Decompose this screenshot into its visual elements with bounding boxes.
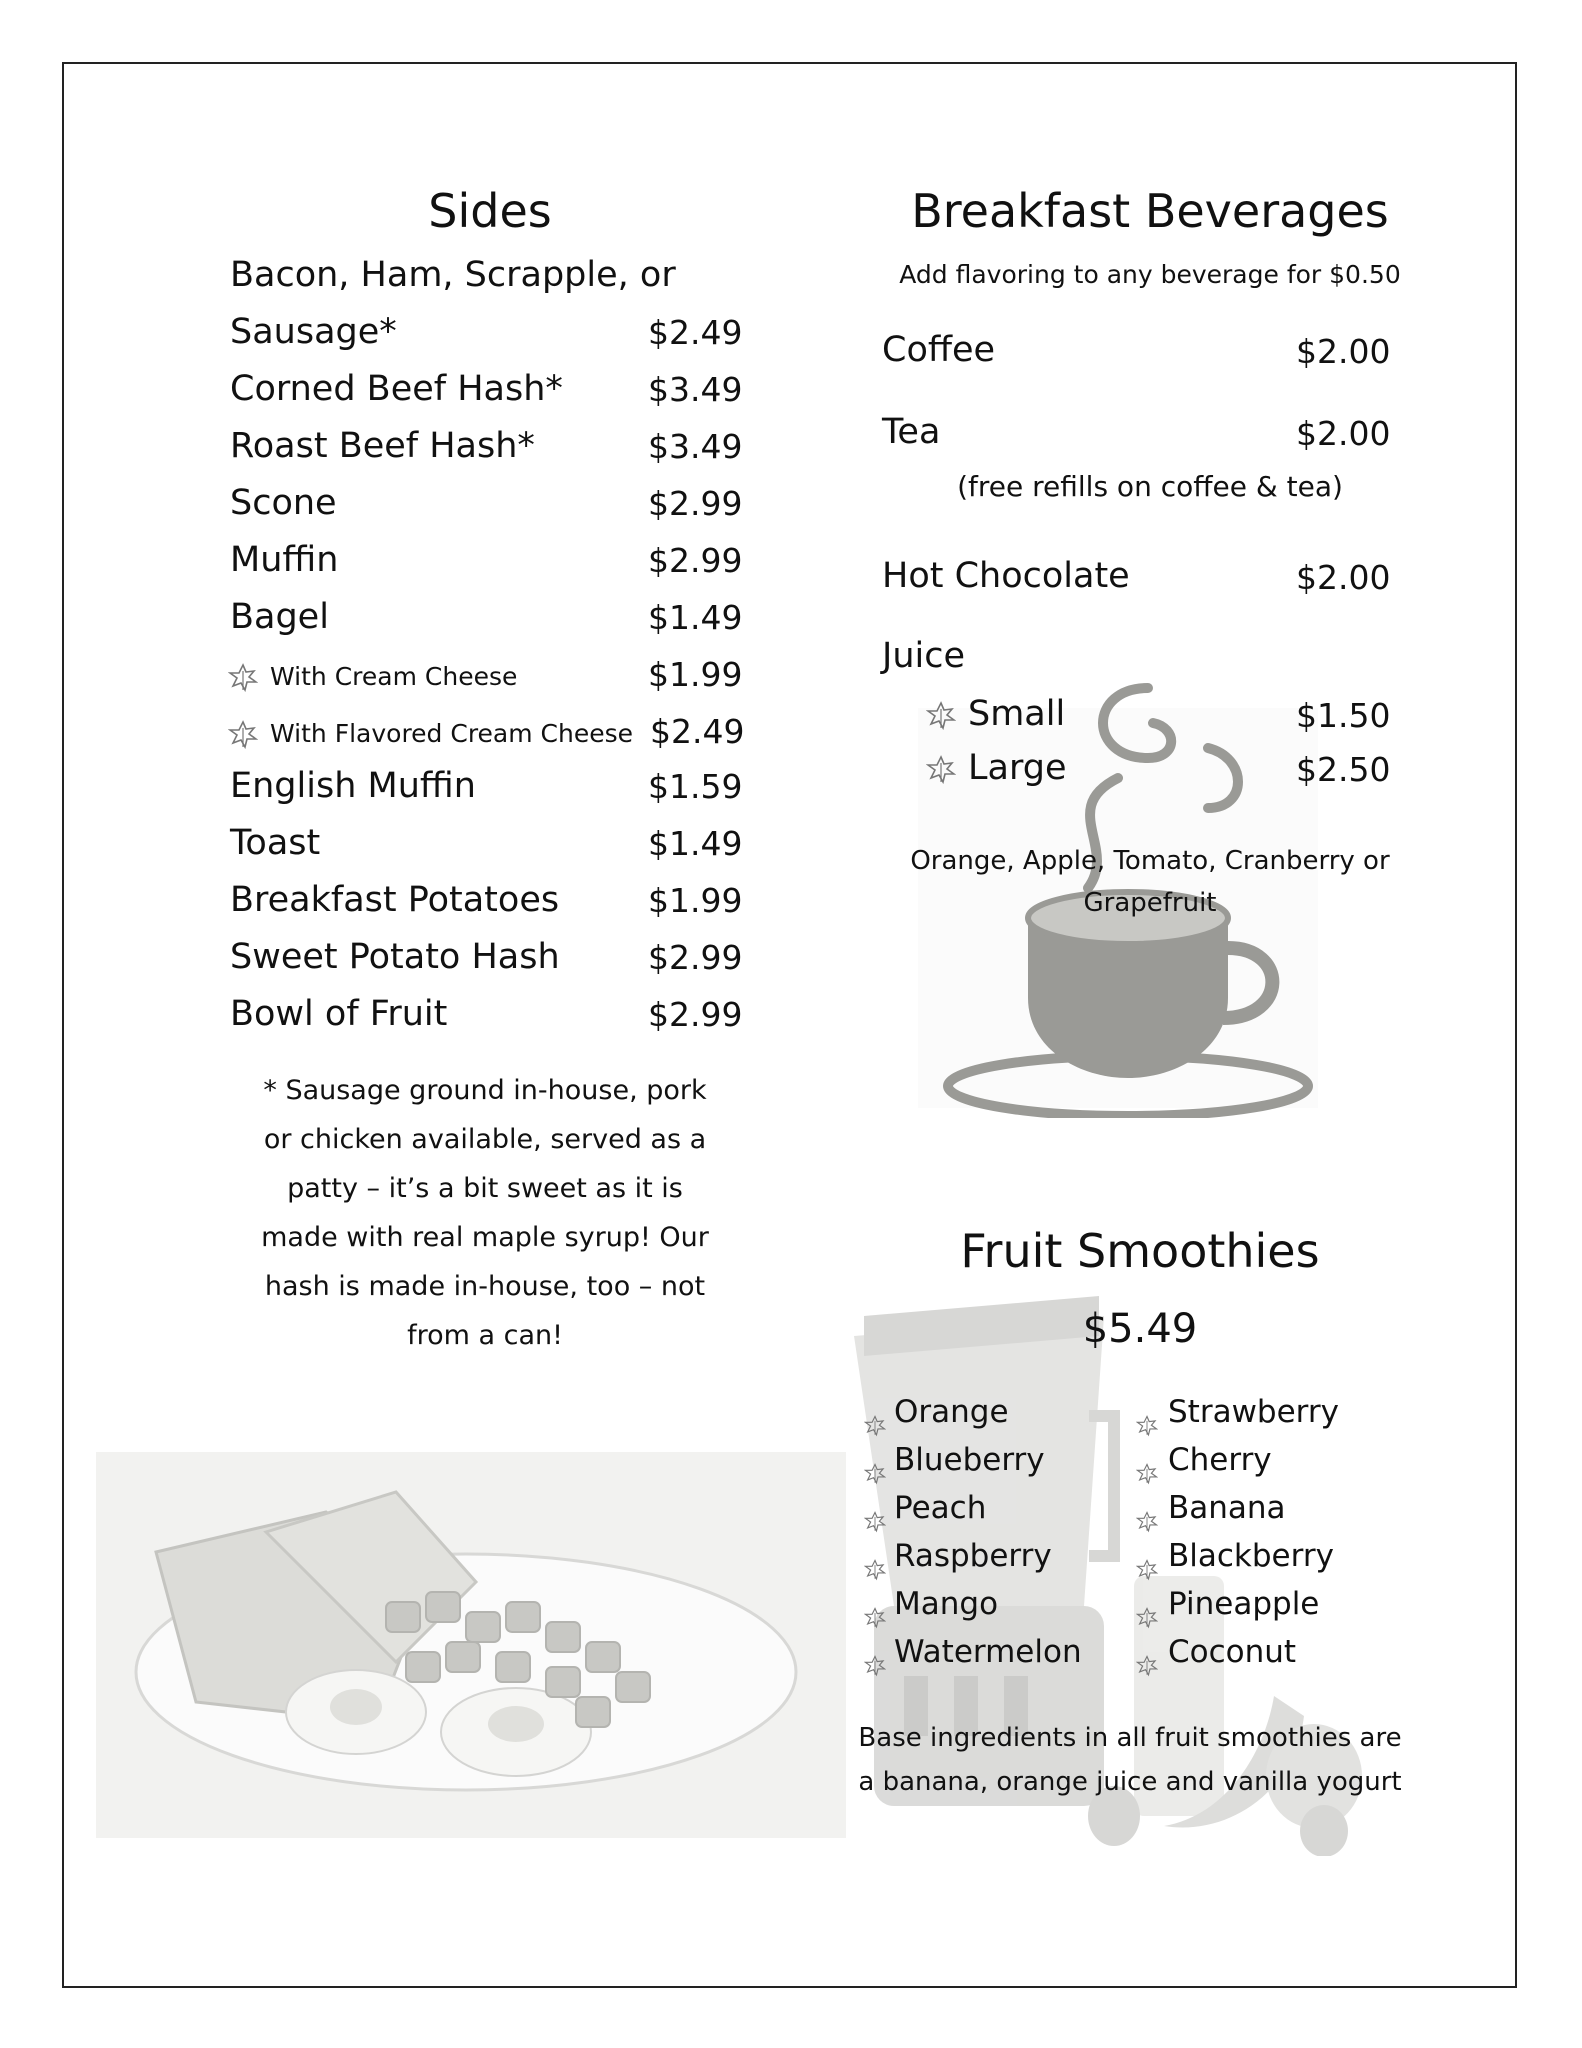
side-item-price: $1.49: [648, 598, 743, 637]
leaf-icon: [864, 1547, 886, 1569]
side-item-price: $3.49: [648, 370, 743, 409]
side-subitem: [228, 662, 517, 693]
side-item-price: $1.59: [648, 767, 743, 806]
juice-size-name: Small: [968, 694, 1066, 734]
beverage-price-coffee: $2.00: [1296, 332, 1391, 371]
side-item-price: $2.99: [648, 938, 743, 977]
leaf-icon: [864, 1499, 886, 1521]
leaf-icon: [1136, 1499, 1158, 1521]
side-subitem-name: With Flavored Cream Cheese: [270, 719, 634, 748]
footnote-line: or chicken available, served as a: [263, 1124, 707, 1155]
smoothie-base-line: Base ingredients in all fruit smoothies are: [858, 1723, 1402, 1753]
footnote-line: from a can!: [407, 1320, 563, 1351]
juice-flavors-line: Orange, Apple, Tomato, Cranberry or: [910, 846, 1390, 876]
leaf-icon: [864, 1595, 886, 1617]
smoothie-flavor: Peach: [864, 1484, 1082, 1532]
side-item-price: $1.99: [648, 881, 743, 920]
smoothie-flavor: Cherry: [1136, 1436, 1339, 1484]
side-item-name: English Muffin: [230, 766, 476, 806]
leaf-icon: [1136, 1643, 1158, 1665]
footnote-line: hash is made in-house, too – not: [264, 1271, 706, 1302]
juice-flavors-line: Grapefruit: [1083, 888, 1217, 918]
smoothie-flavor: Orange: [864, 1388, 1082, 1436]
side-item-price: $2.49: [650, 712, 745, 751]
smoothies-price: $5.49: [1082, 1306, 1198, 1352]
side-item-name: Toast: [230, 823, 321, 863]
leaf-icon: [228, 663, 258, 693]
footnote-line: * Sausage ground in-house, pork: [263, 1075, 707, 1106]
smoothie-flavor: Mango: [864, 1580, 1082, 1628]
sides-footnote: [220, 1066, 750, 1360]
smoothie-flavor: Blackberry: [1136, 1532, 1339, 1580]
side-item-price: $2.99: [648, 541, 743, 580]
leaf-icon: [1136, 1451, 1158, 1473]
juice-price-small: $1.50: [1296, 696, 1391, 735]
smoothie-flavors-right: [1136, 1388, 1339, 1676]
smoothie-base-note: [830, 1716, 1430, 1804]
beverages-title: Breakfast Beverages: [911, 184, 1389, 238]
beverage-price-tea: $2.00: [1296, 414, 1391, 453]
side-item-price: $2.99: [648, 995, 743, 1034]
side-item-price: $3.49: [648, 427, 743, 466]
juice-label: Juice: [882, 636, 966, 676]
side-item-name: Scone: [230, 483, 337, 523]
side-item-price: $2.99: [648, 484, 743, 523]
side-item-name: Roast Beef Hash*: [230, 426, 535, 466]
leaf-icon: [864, 1643, 886, 1665]
footnote-line: made with real maple syrup! Our: [261, 1222, 709, 1253]
juice-size-name: Large: [968, 748, 1067, 788]
side-item-name: Bowl of Fruit: [230, 994, 448, 1034]
juice-size-small: [926, 694, 1065, 734]
footnote-line: patty – it’s a bit sweet as it is: [287, 1173, 683, 1204]
smoothie-flavor: Pineapple: [1136, 1580, 1339, 1628]
leaf-icon: [1136, 1403, 1158, 1425]
leaf-icon: [926, 700, 956, 730]
leaf-icon: [864, 1451, 886, 1473]
smoothie-flavor: Raspberry: [864, 1532, 1082, 1580]
beverage-price-hot-chocolate: $2.00: [1296, 558, 1391, 597]
side-subitem-name: With Cream Cheese: [270, 662, 518, 691]
juice-price-large: $2.50: [1296, 750, 1391, 789]
side-item-name: Corned Beef Hash*: [230, 369, 563, 409]
smoothies-title: Fruit Smoothies: [960, 1224, 1320, 1278]
breakfast-plate-illustration: [96, 1452, 846, 1838]
side-item-price: $1.49: [648, 824, 743, 863]
smoothie-flavor: Strawberry: [1136, 1388, 1339, 1436]
sides-title: Sides: [428, 184, 552, 238]
beverage-name-tea: Tea: [882, 412, 941, 452]
smoothie-flavor: Blueberry: [864, 1436, 1082, 1484]
smoothie-flavors-left: [864, 1388, 1082, 1676]
smoothie-flavor: Watermelon: [864, 1628, 1082, 1676]
leaf-icon: [864, 1403, 886, 1425]
side-item-name: Bagel: [230, 597, 329, 637]
smoothie-flavor: Banana: [1136, 1484, 1339, 1532]
leaf-icon: [926, 754, 956, 784]
side-item-name: Bacon, Ham, Scrapple, or: [230, 255, 676, 295]
refill-note: (free refills on coffee & tea): [957, 470, 1343, 503]
leaf-icon: [228, 720, 258, 750]
juice-size-large: [926, 748, 1066, 788]
beverages-subtitle: Add flavoring to any beverage for $0.50: [899, 260, 1401, 289]
side-item-name: Breakfast Potatoes: [230, 880, 560, 920]
side-subitem: [228, 719, 633, 750]
leaf-icon: [1136, 1547, 1158, 1569]
beverage-name-coffee: Coffee: [882, 330, 996, 370]
side-item-name: Sausage*: [230, 312, 397, 352]
side-item-name: Muffin: [230, 540, 339, 580]
smoothie-flavor: Coconut: [1136, 1628, 1339, 1676]
side-item-price: $2.49: [648, 313, 743, 352]
side-item-name: Sweet Potato Hash: [230, 937, 560, 977]
side-item-price: $1.99: [648, 655, 743, 694]
leaf-icon: [1136, 1595, 1158, 1617]
smoothie-base-line: a banana, orange juice and vanilla yogurt: [858, 1767, 1402, 1797]
juice-flavors: [870, 840, 1430, 924]
beverage-name-hot-chocolate: Hot Chocolate: [882, 556, 1130, 596]
